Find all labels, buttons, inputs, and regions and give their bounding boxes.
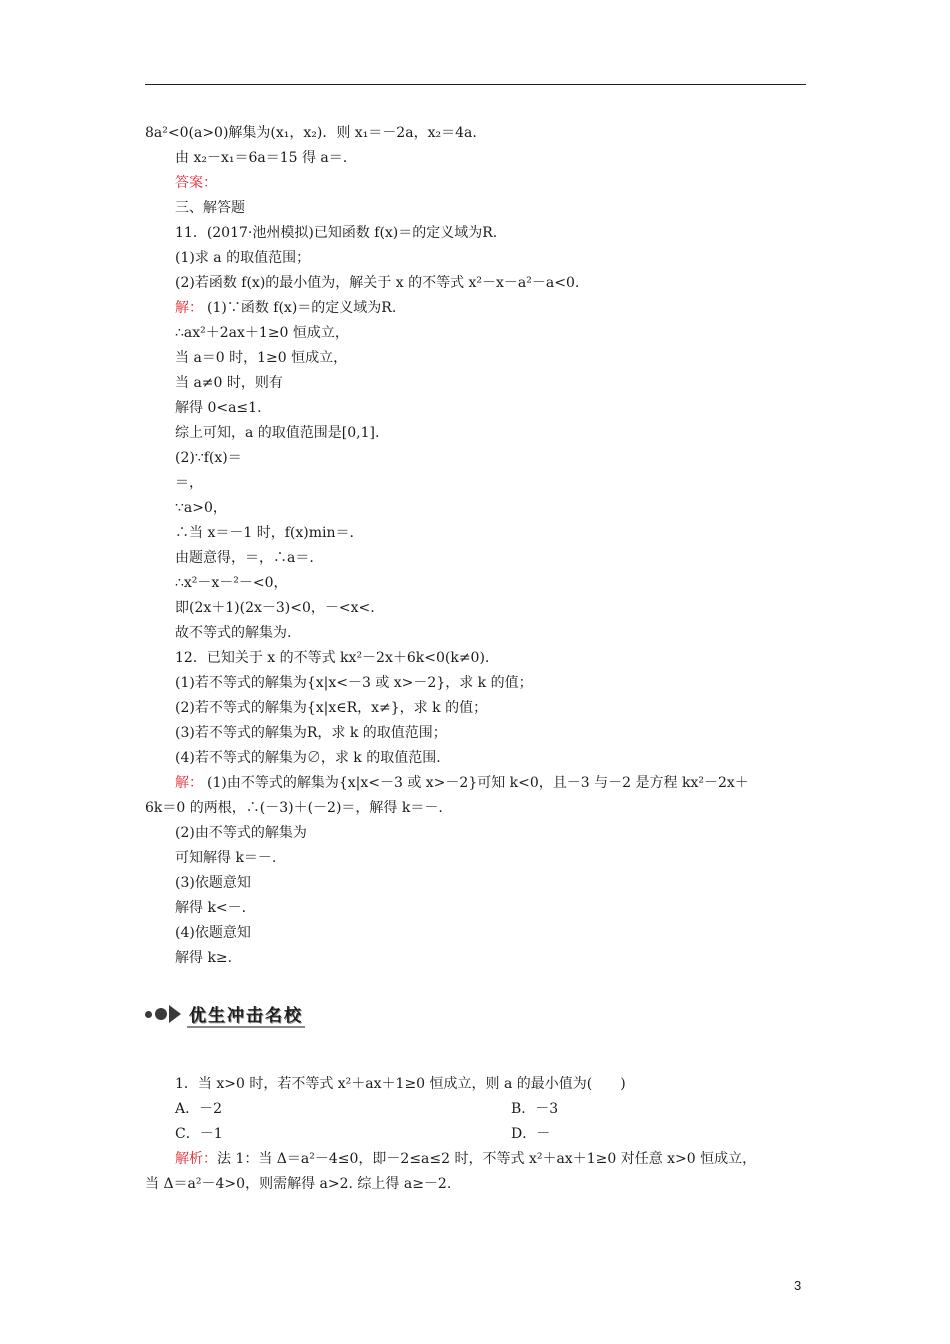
text-line: (2)若不等式的解集为{x|x∈R，x≠}，求 k 的值； xyxy=(175,700,488,716)
text-line: (2)∵f(x)＝ xyxy=(175,450,242,466)
text-line: A．－2 xyxy=(175,1101,223,1117)
text-line: ∴x²－x－²－<0， xyxy=(175,575,288,591)
header-rule xyxy=(145,84,806,85)
text-line: (1)求 a 的取值范围； xyxy=(175,250,311,266)
text-line: 可知解得 k＝－. xyxy=(175,850,277,866)
text-line: D．－ xyxy=(511,1126,551,1142)
text-line: 12．已知关于 x 的不等式 kx²－2x＋6k<0(k≠0). xyxy=(175,650,490,666)
text-line: 解得 0<a≤1. xyxy=(175,400,262,416)
arrow-right-icon xyxy=(169,1005,181,1023)
text-line: 由题意得，＝，∴a＝. xyxy=(175,550,314,566)
text-line: (2)由不等式的解集为 xyxy=(175,825,307,841)
text-line: (4)若不等式的解集为∅，求 k 的取值范围. xyxy=(175,750,441,766)
text-line: ＝， xyxy=(175,475,203,491)
text-line: 法 1：当 Δ＝a²－4≤0，即－2≤a≤2 时，不等式 x²＋ax＋1≥0 对任意 x>0 恒成立， xyxy=(217,1151,757,1167)
text-line: 故不等式的解集为. xyxy=(175,625,292,641)
text-line: 当 Δ＝a²－4>0，则需解得 a>2. 综上得 a≥－2. xyxy=(145,1176,452,1192)
text-line: 解： xyxy=(175,775,203,791)
text-line: 解得 k≥. xyxy=(175,950,233,966)
text-line: 答案： xyxy=(175,175,217,191)
text-line: 即(2x＋1)(2x－3)<0，－<x<. xyxy=(175,600,375,616)
text-line: 6k＝0 的两根，∴(－3)＋(－2)＝，解得 k＝－. xyxy=(145,800,443,816)
text-line: (3)若不等式的解集为R，求 k 的取值范围； xyxy=(175,725,447,741)
text-line: 8a²<0(a>0)解集为(x₁，x₂)．则 x₁＝－2a，x₂＝4a. xyxy=(145,125,477,141)
text-line: 11．(2017·池州模拟)已知函数 f(x)＝的定义域为R. xyxy=(175,225,498,241)
text-line: 当 a＝0 时，1≥0 恒成立， xyxy=(175,350,348,366)
text-line: (3)依题意知 xyxy=(175,875,251,891)
text-line: (4)依题意知 xyxy=(175,925,251,941)
text-line: (1)∵函数 f(x)＝的定义域为R. xyxy=(207,300,397,316)
text-line: (1)由不等式的解集为{x|x<－3 或 x>－2}可知 k<0，且－3 与－2 是方程 kx²－2x＋ xyxy=(207,775,749,791)
bullet-dot-icon xyxy=(145,1011,152,1018)
text-line: ∴当 x＝－1 时，f(x)min＝. xyxy=(175,525,354,541)
text-line: C．－1 xyxy=(175,1126,223,1142)
bullet-circle-icon xyxy=(155,1008,167,1020)
text-line: 综上可知，a 的取值范围是[0,1]. xyxy=(175,425,380,441)
text-line: 当 a≠0 时，则有 xyxy=(175,375,283,391)
page-number: 3 xyxy=(794,1278,802,1293)
text-line: 解得 k<－. xyxy=(175,900,247,916)
banner-title: 优生冲击名校 xyxy=(187,1001,305,1028)
text-line: (2)若函数 f(x)的最小值为，解关于 x 的不等式 x²－x－a²－a<0. xyxy=(175,275,580,291)
text-line: 1．当 x>0 时，若不等式 x²＋ax＋1≥0 恒成立，则 a 的最小值为( ) xyxy=(175,1076,626,1092)
text-line: 由 x₂－x₁＝6a＝15 得 a＝. xyxy=(175,150,348,166)
text-line: 三、解答题 xyxy=(175,200,245,216)
text-line: ∴ax²＋2ax＋1≥0 恒成立， xyxy=(175,325,349,341)
text-line: B．－3 xyxy=(511,1101,559,1117)
text-line: ∵a>0， xyxy=(175,500,227,516)
section-banner xyxy=(145,1003,305,1025)
text-line: 解： xyxy=(175,300,203,316)
text-line: (1)若不等式的解集为{x|x<－3 或 x>－2}，求 k 的值； xyxy=(175,675,533,691)
text-line: 解析： xyxy=(175,1151,217,1167)
